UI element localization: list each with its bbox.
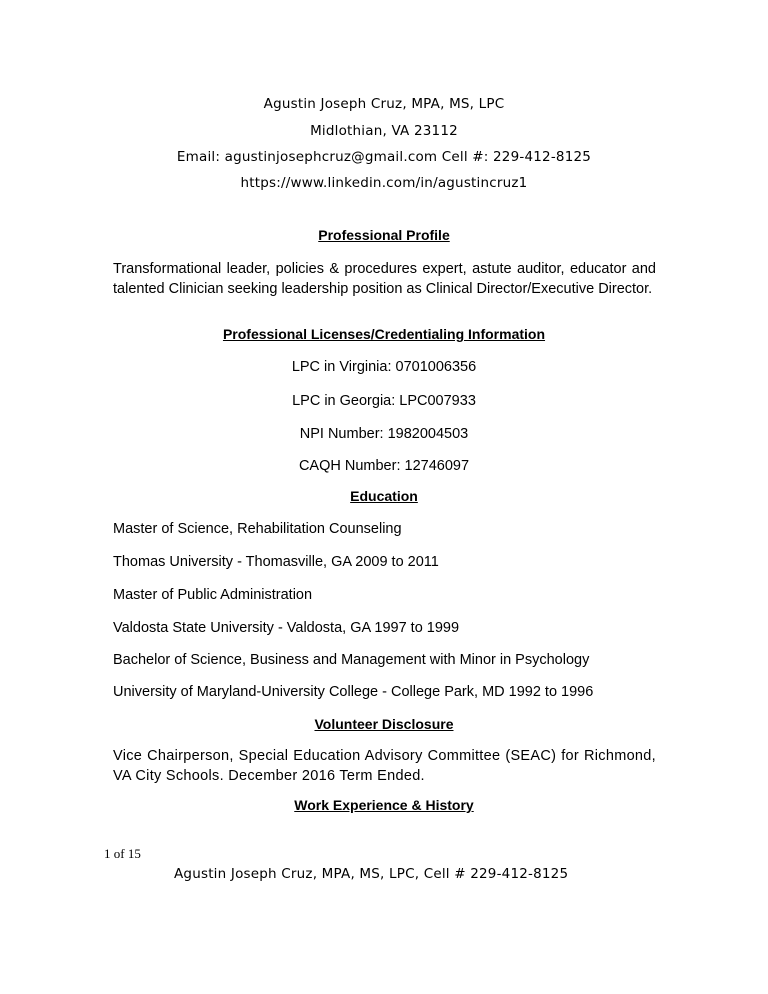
candidate-contact: Email: agustinjosephcruz@gmail.com Cell #: 229-412-8125 (176, 149, 592, 165)
candidate-location: Midlothian, VA 23112 (310, 123, 458, 139)
profile-text: Transformational leader, policies & procedures expert, astute auditor, educator and talented Clinician seeking leadership position as Clinical Director/Executive Director. (113, 261, 656, 297)
license-item: LPC in Virginia: 0701006356 (291, 359, 477, 375)
license-item: NPI Number: 1982004503 (299, 426, 469, 442)
page-footer: Agustin Joseph Cruz, MPA, MS, LPC, Cell # 229-412-8125 (174, 866, 569, 882)
section-heading-education: Education (350, 488, 418, 504)
education-item: University of Maryland-University College - College Park, MD 1992 to 1996 (113, 684, 594, 700)
education-item: Valdosta State University - Valdosta, GA 1997 to 1999 (113, 620, 460, 636)
section-heading-licenses: Professional Licenses/Credentialing Information (222, 326, 546, 342)
section-heading-work: Work Experience & History (294, 797, 474, 813)
education-item: Thomas University - Thomasville, GA 2009 to 2011 (113, 554, 439, 570)
license-item: LPC in Georgia: LPC007933 (292, 393, 476, 409)
education-item: Master of Public Administration (113, 587, 313, 603)
education-item: Master of Science, Rehabilitation Counseling (113, 521, 402, 537)
section-heading-volunteer: Volunteer Disclosure (314, 716, 454, 732)
page-number: 1 of 15 (104, 846, 141, 861)
candidate-name: Agustin Joseph Cruz, MPA, MS, LPC (263, 96, 505, 112)
license-item: CAQH Number: 12746097 (298, 458, 470, 474)
volunteer-text: Vice Chairperson, Special Education Advisory Committee (SEAC) for Richmond, VA City Schools. December 2016 Term Ended. (113, 748, 656, 784)
education-item: Bachelor of Science, Business and Management with Minor in Psychology (113, 652, 590, 668)
section-heading-profile: Professional Profile (318, 227, 450, 243)
linkedin-link[interactable]: https://www.linkedin.com/in/agustincruz1 (240, 175, 528, 191)
